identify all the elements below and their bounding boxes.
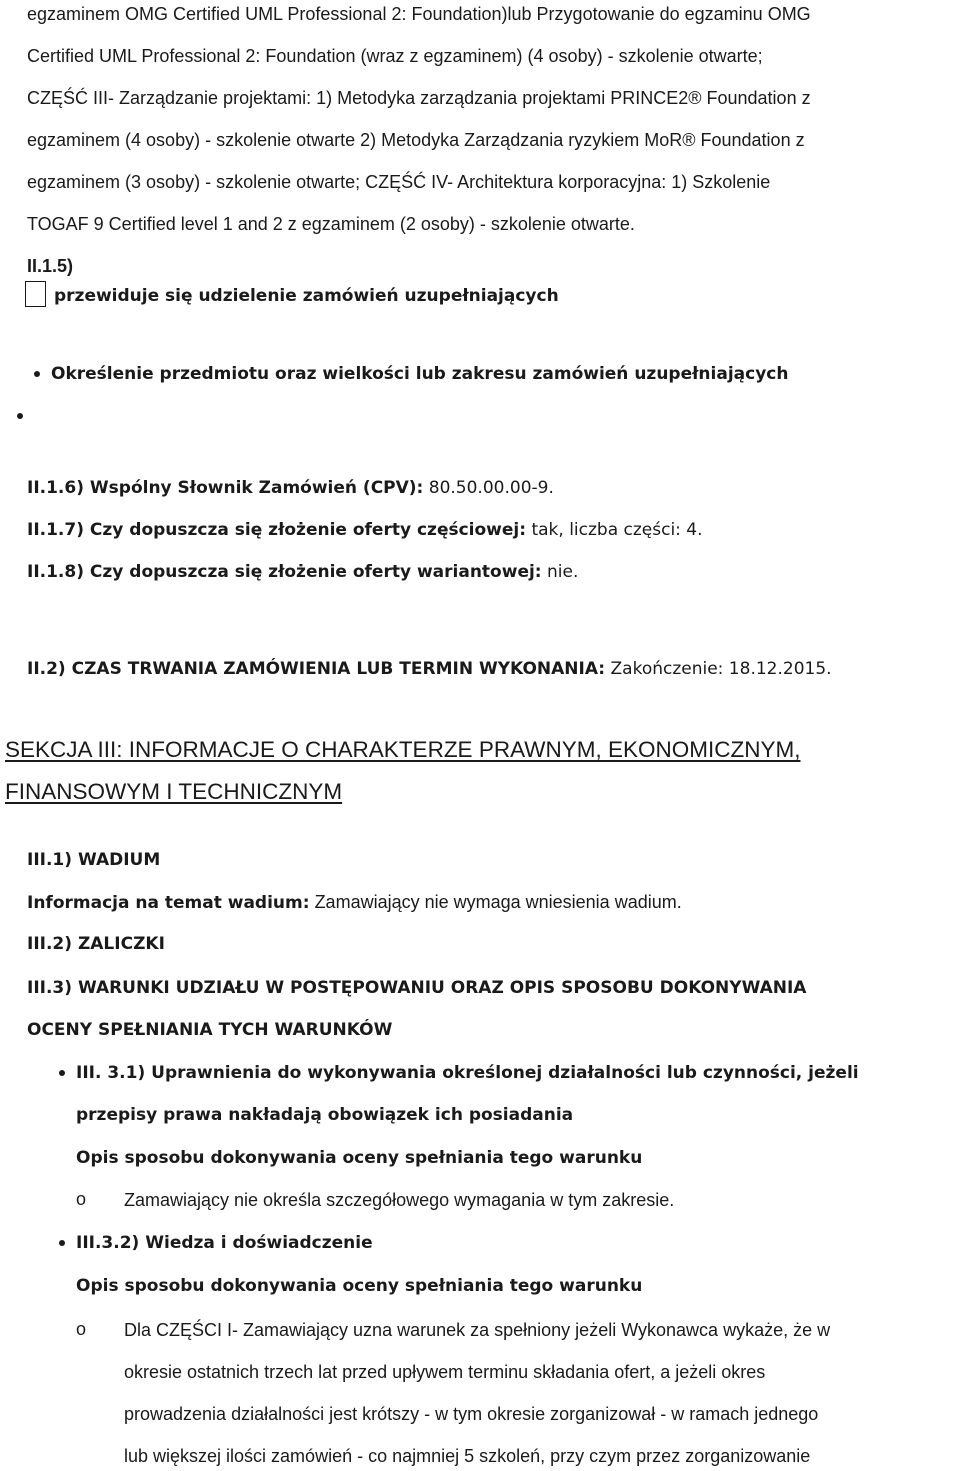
section-title: SEKCJA III: INFORMACJE O CHARAKTERZE PRAWNYM, EKONOMICZNYM, xyxy=(5,737,801,762)
conditions-heading: OCENY SPEŁNIANIA TYCH WARUNKÓW xyxy=(27,1020,393,1040)
sub-bullet-item: prowadzenia działalności jest krótszy - w tym okresie zorganizował - w ramach jednego xyxy=(124,1404,819,1424)
section-title: FINANSOWYM I TECHNICZNYM xyxy=(5,779,343,804)
sub-bullet-item: okresie ostatnich trzech lat przed upływem terminu składania ofert, a jeżeli okres xyxy=(124,1362,766,1382)
subheading: Opis sposobu dokonywania oceny spełniania tego warunku xyxy=(76,1276,643,1296)
sub-bullet-marker: o xyxy=(76,1319,87,1339)
section-number: II.1.5) xyxy=(27,256,74,276)
bullet-item: Określenie przedmiotu oraz wielkości lub zakresu zamówień uzupełniających xyxy=(51,364,789,384)
bullet-heading: przepisy prawa nakładają obowiązek ich posiadania xyxy=(76,1105,574,1125)
wadium-value: Zamawiający nie wymaga wniesienia wadium. xyxy=(314,892,682,912)
zaliczki-heading: III.2) ZALICZKI xyxy=(27,934,165,954)
duration-line xyxy=(27,658,832,680)
text-line: egzaminem (3 osoby) - szkolenie otwarte; CZĘŚĆ IV- Architektura korporacyjna: 1) Szkolenie xyxy=(27,172,771,192)
cpv-value: 80.50.00.00-9. xyxy=(428,478,554,498)
sub-bullet-item: Dla CZĘŚCI I- Zamawiający uzna warunek za spełniony jeżeli Wykonawca wykaże, że w xyxy=(124,1320,831,1340)
text-line: TOGAF 9 Certified level 1 and 2 z egzaminem (2 osoby) - szkolenie otwarte. xyxy=(27,214,635,234)
wadium-heading: III.1) WADIUM xyxy=(27,850,161,870)
duration-label: II.2) CZAS TRWANIA ZAMÓWIENIA LUB TERMIN WYKONANIA: xyxy=(27,659,606,679)
text-line: egzaminem OMG Certified UML Professional 2: Foundation)lub Przygotowanie do egzaminu OMG xyxy=(27,4,811,24)
text-line: Certified UML Professional 2: Foundation (wraz z egzaminem) (4 osoby) - szkolenie otwarte; xyxy=(27,46,763,66)
text-line: CZĘŚĆ III- Zarządzanie projektami: 1) Metodyka zarządzania projektami PRINCE2® Foundation z xyxy=(27,88,811,108)
duration-value: Zakończenie: 18.12.2015. xyxy=(610,659,832,679)
partial-offer-line xyxy=(27,519,703,541)
checkbox[interactable] xyxy=(25,281,46,307)
wadium-line xyxy=(27,891,682,914)
bullet-item-empty xyxy=(34,405,35,427)
wadium-label: Informacja na temat wadium: xyxy=(27,893,310,913)
bullet-heading: III.3.2) Wiedza i doświadczenie xyxy=(76,1233,373,1253)
text-line: egzaminem (4 osoby) - szkolenie otwarte 2) Metodyka Zarządzania ryzykiem MoR® Foundation z xyxy=(27,130,805,150)
sub-bullet-item: lub większej ilości zamówień - co najmniej 5 szkoleń, przy czym przez zorganizowanie xyxy=(124,1446,811,1466)
subheading: Opis sposobu dokonywania oceny spełniania tego warunku xyxy=(76,1148,643,1168)
sub-bullet-item: Zamawiający nie określa szczegółowego wymagania w tym zakresie. xyxy=(124,1190,675,1210)
sub-bullet-marker: o xyxy=(76,1189,87,1209)
partial-offer-label: II.1.7) Czy dopuszcza się złożenie oferty częściowej: xyxy=(27,520,527,540)
conditions-heading: III.3) WARUNKI UDZIAŁU W POSTĘPOWANIU ORAZ OPIS SPOSOBU DOKONYWANIA xyxy=(27,978,807,998)
variant-offer-line xyxy=(27,561,578,583)
checkbox-label: przewiduje się udzielenie zamówień uzupełniających xyxy=(54,286,559,306)
partial-offer-value: tak, liczba części: 4. xyxy=(531,520,703,540)
variant-offer-value: nie. xyxy=(547,562,579,582)
cpv-line xyxy=(27,477,554,499)
bullet-heading: III. 3.1) Uprawnienia do wykonywania określonej działalności lub czynności, jeżeli xyxy=(76,1063,859,1083)
variant-offer-label: II.1.8) Czy dopuszcza się złożenie oferty wariantowej: xyxy=(27,562,542,582)
cpv-label: II.1.6) Wspólny Słownik Zamówień (CPV): xyxy=(27,478,424,498)
